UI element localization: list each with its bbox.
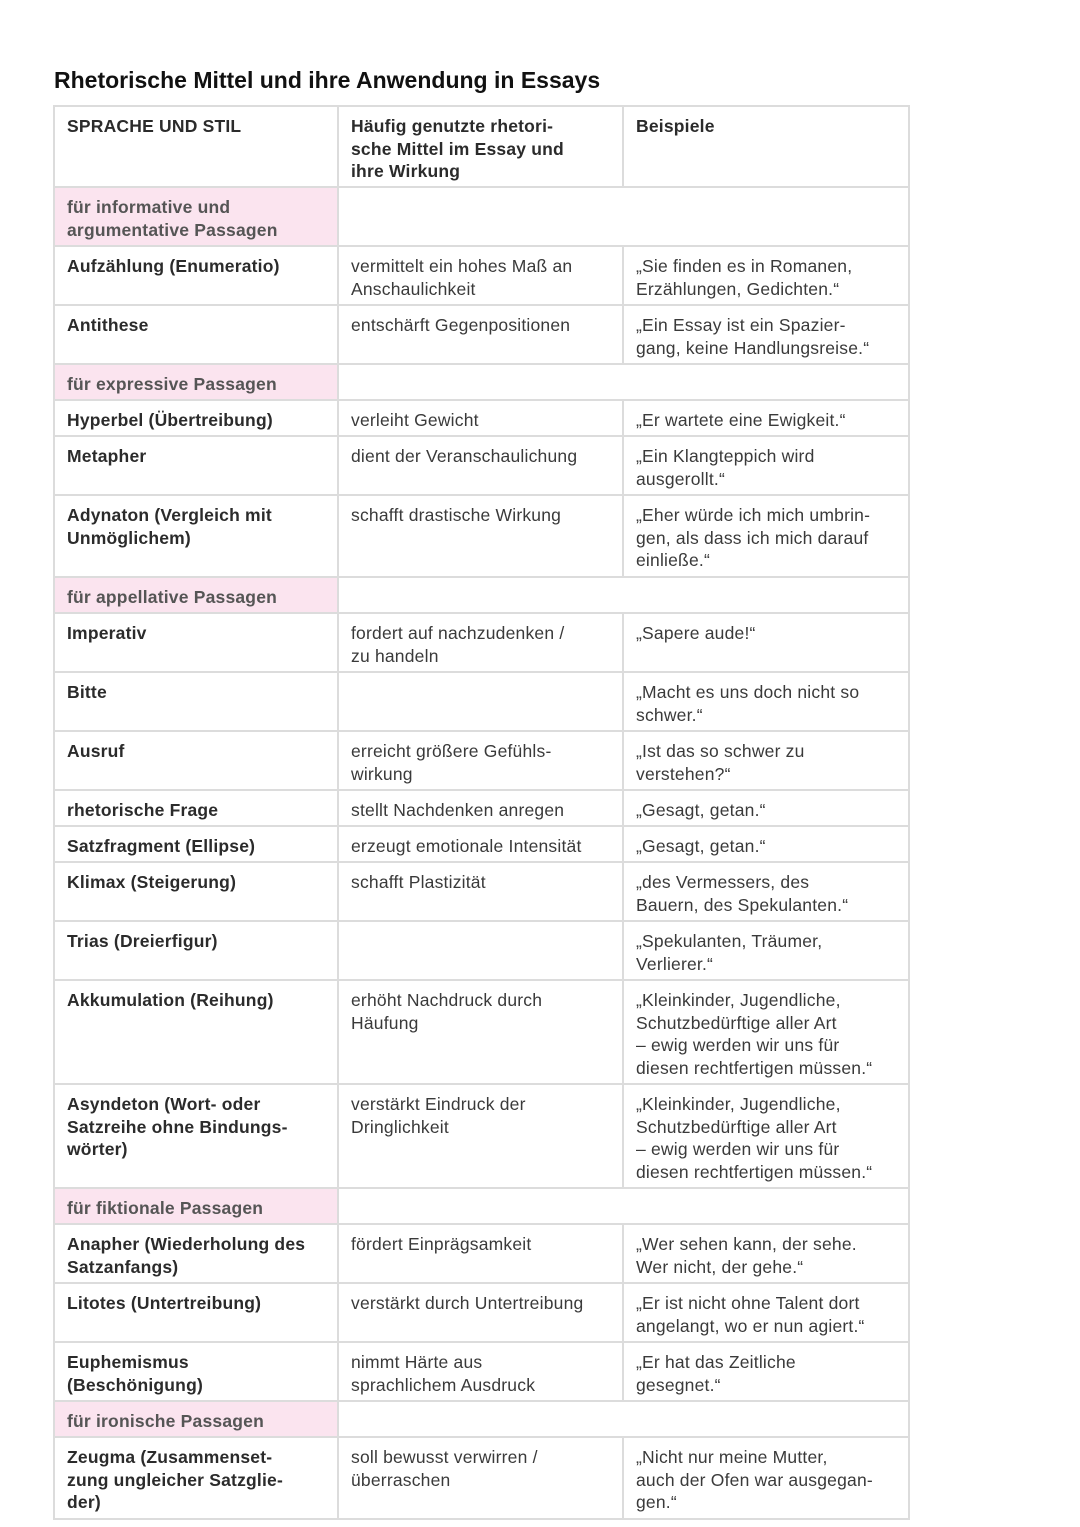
device-term: Anapher (Wiederholung des Satzanfangs) <box>54 1224 338 1283</box>
device-example: „Ein Klangteppich wird ausgerollt.“ <box>623 436 909 495</box>
table-row <box>54 495 909 577</box>
device-example: „Sapere aude!“ <box>623 613 909 672</box>
device-term: rhetorische Frage <box>54 790 338 826</box>
device-example: „Sie finden es in Romanen, Erzählungen, Gedichten.“ <box>623 246 909 305</box>
header-col-rhetorical-devices: Häufig genutzte rhetori- sche Mittel im Essay und ihre Wirkung <box>338 106 623 187</box>
section-label: für informative und argumentative Passagen <box>54 187 338 246</box>
device-effect <box>338 672 623 731</box>
table-row <box>54 1283 909 1342</box>
device-effect: fordert auf nachzudenken / zu handeln <box>338 613 623 672</box>
device-effect: dient der Veranschaulichung <box>338 436 623 495</box>
section-label: für fiktionale Passagen <box>54 1188 338 1224</box>
device-effect: verstärkt durch Untertreibung <box>338 1283 623 1342</box>
device-term: Euphemismus (Beschönigung) <box>54 1342 338 1401</box>
device-term: Zeugma (Zusammenset- zung ungleicher Satzglie- der) <box>54 1437 338 1519</box>
device-example: „Ist das so schwer zu verstehen?“ <box>623 731 909 790</box>
device-term: Aufzählung (Enumeratio) <box>54 246 338 305</box>
device-example: „Spekulanten, Träumer, Verlierer.“ <box>623 921 909 980</box>
device-term: Antithese <box>54 305 338 364</box>
device-effect: vermittelt ein hohes Maß an Anschaulichkeit <box>338 246 623 305</box>
device-term: Bitte <box>54 672 338 731</box>
section-empty-cell <box>338 1401 909 1437</box>
table-row <box>54 862 909 921</box>
section-row <box>54 364 909 400</box>
rhetoric-table <box>53 105 910 1520</box>
device-example: „Nicht nur meine Mutter, auch der Ofen war ausgegan- gen.“ <box>623 1437 909 1519</box>
device-example: „Gesagt, getan.“ <box>623 790 909 826</box>
table-body <box>54 106 909 1519</box>
device-term: Imperativ <box>54 613 338 672</box>
header-col-language-style: SPRACHE UND STIL <box>54 106 338 187</box>
section-label: für appellative Passagen <box>54 577 338 613</box>
table-row <box>54 436 909 495</box>
table-row <box>54 826 909 862</box>
table-row <box>54 1084 909 1188</box>
device-effect: verstärkt Eindruck der Dringlichkeit <box>338 1084 623 1188</box>
device-example: „Kleinkinder, Jugendliche, Schutzbedürftige aller Art – ewig werden wir uns für diesen rechtfertigen müssen.“ <box>623 980 909 1084</box>
device-term: Satzfragment (Ellipse) <box>54 826 338 862</box>
header-col-examples: Beispiele <box>623 106 909 187</box>
device-effect: erreicht größere Gefühls- wirkung <box>338 731 623 790</box>
device-effect: verleiht Gewicht <box>338 400 623 436</box>
device-example: „Eher würde ich mich umbrin- gen, als dass ich mich darauf einließe.“ <box>623 495 909 577</box>
device-example: „Er hat das Zeitliche gesegnet.“ <box>623 1342 909 1401</box>
table-row <box>54 305 909 364</box>
table-row <box>54 980 909 1084</box>
device-term: Metapher <box>54 436 338 495</box>
device-term: Klimax (Steigerung) <box>54 862 338 921</box>
device-effect: entschärft Gegenpositionen <box>338 305 623 364</box>
section-row <box>54 1401 909 1437</box>
table-row <box>54 672 909 731</box>
section-row <box>54 577 909 613</box>
device-effect: schafft drastische Wirkung <box>338 495 623 577</box>
device-term: Litotes (Untertreibung) <box>54 1283 338 1342</box>
device-example: „Ein Essay ist ein Spazier- gang, keine Handlungsreise.“ <box>623 305 909 364</box>
section-empty-cell <box>338 1188 909 1224</box>
table-row <box>54 731 909 790</box>
table-row <box>54 400 909 436</box>
device-example: „Gesagt, getan.“ <box>623 826 909 862</box>
table-header-row <box>54 106 909 187</box>
section-row <box>54 187 909 246</box>
table-row <box>54 246 909 305</box>
device-effect: nimmt Härte aus sprachlichem Ausdruck <box>338 1342 623 1401</box>
section-label: für ironische Passagen <box>54 1401 338 1437</box>
device-effect: schafft Plastizität <box>338 862 623 921</box>
table-row <box>54 613 909 672</box>
device-example: „Kleinkinder, Jugendliche, Schutzbedürftige aller Art – ewig werden wir uns für diesen rechtfertigen müssen.“ <box>623 1084 909 1188</box>
page-title: Rhetorische Mittel und ihre Anwendung in Essays <box>54 67 601 93</box>
device-effect: soll bewusst verwirren / überraschen <box>338 1437 623 1519</box>
device-effect: stellt Nachdenken anregen <box>338 790 623 826</box>
table-row <box>54 1224 909 1283</box>
section-label: für expressive Passagen <box>54 364 338 400</box>
device-example: „Macht es uns doch nicht so schwer.“ <box>623 672 909 731</box>
section-empty-cell <box>338 187 909 246</box>
device-term: Trias (Dreierfigur) <box>54 921 338 980</box>
table-row <box>54 1437 909 1519</box>
device-term: Ausruf <box>54 731 338 790</box>
device-example: „Er ist nicht ohne Talent dort angelangt, wo er nun agiert.“ <box>623 1283 909 1342</box>
device-term: Asyndeton (Wort- oder Satzreihe ohne Bindungs- wörter) <box>54 1084 338 1188</box>
section-empty-cell <box>338 364 909 400</box>
device-example: „des Vermessers, des Bauern, des Spekulanten.“ <box>623 862 909 921</box>
table-row <box>54 1342 909 1401</box>
device-term: Adynaton (Vergleich mit Unmöglichem) <box>54 495 338 577</box>
section-row <box>54 1188 909 1224</box>
device-effect: fördert Einprägsamkeit <box>338 1224 623 1283</box>
device-effect: erhöht Nachdruck durch Häufung <box>338 980 623 1084</box>
section-empty-cell <box>338 577 909 613</box>
device-term: Akkumulation (Reihung) <box>54 980 338 1084</box>
table-row <box>54 921 909 980</box>
device-effect <box>338 921 623 980</box>
device-effect: erzeugt emotionale Intensität <box>338 826 623 862</box>
device-term: Hyperbel (Übertreibung) <box>54 400 338 436</box>
device-example: „Wer sehen kann, der sehe. Wer nicht, der gehe.“ <box>623 1224 909 1283</box>
table-row <box>54 790 909 826</box>
device-example: „Er wartete eine Ewigkeit.“ <box>623 400 909 436</box>
